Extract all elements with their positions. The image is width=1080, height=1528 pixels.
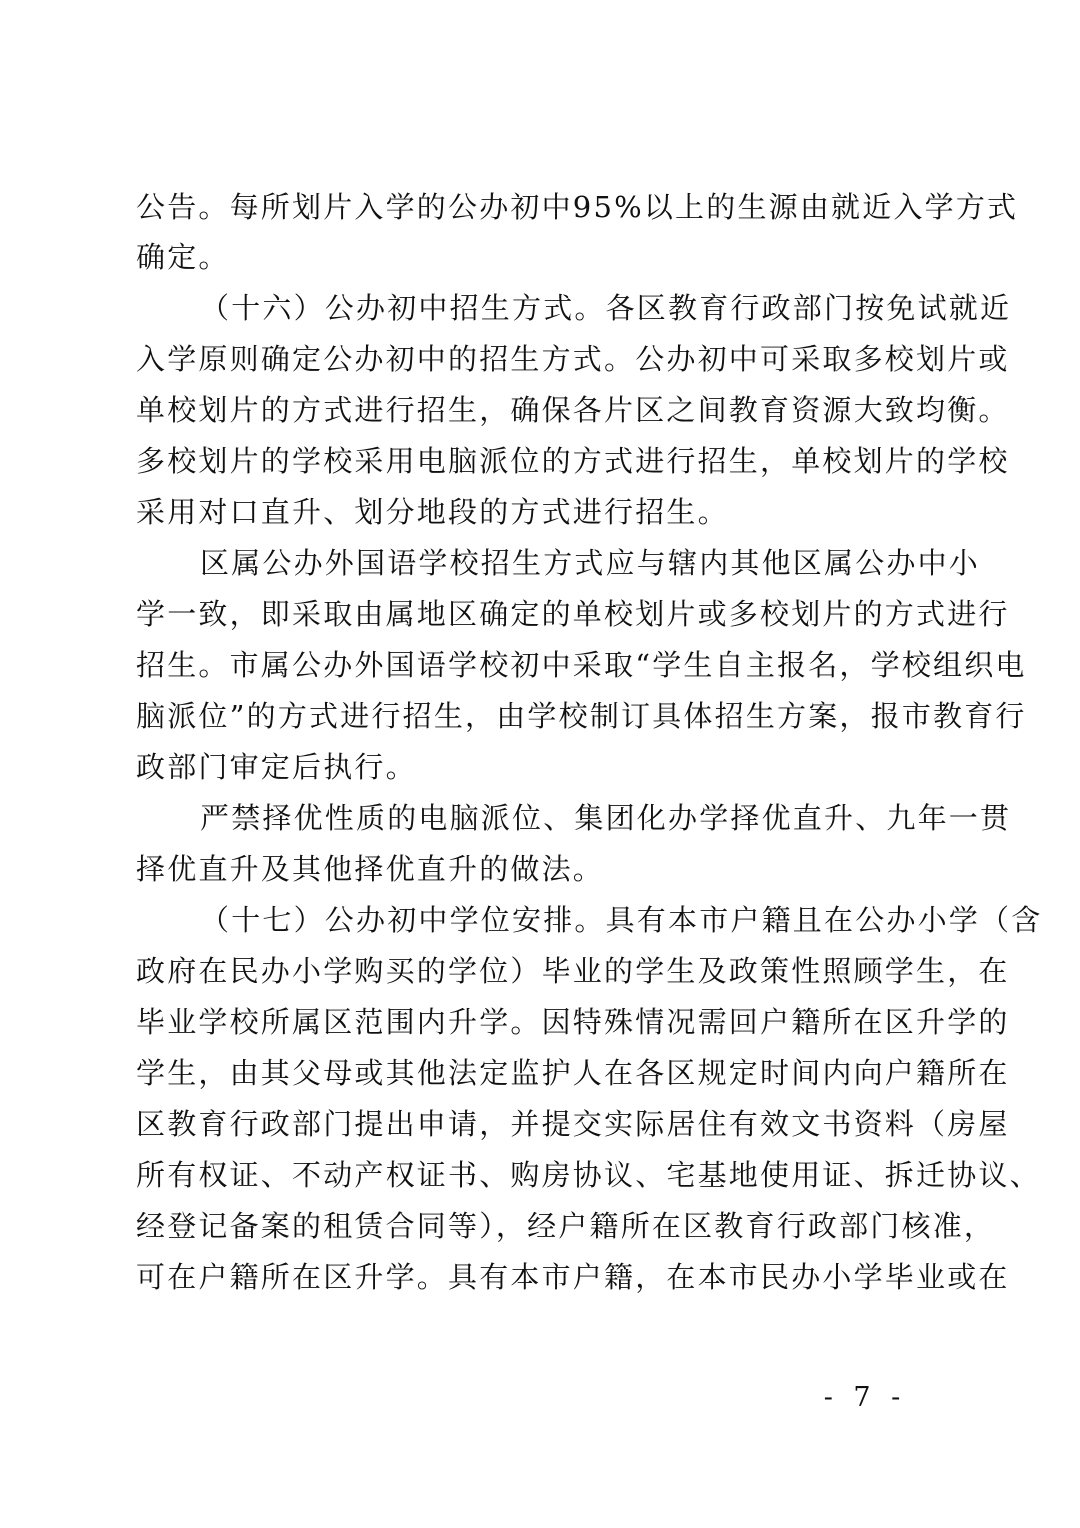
paragraph-line-6: 多校划片的学校采用电脑派位的方式进行招生，单校划片的学校: [136, 444, 1010, 478]
paragraph-line-2: 确定。: [136, 240, 230, 274]
paragraph-line-4: 入学原则确定公办初中的招生方式。公办初中可采取多校划片或: [136, 342, 1010, 376]
paragraph-line-5: 单校划片的方式进行招生，确保各片区之间教育资源大致均衡。: [136, 393, 1010, 427]
paragraph-line-20: 所有权证、不动产权证书、购房协议、宅基地使用证、拆迁协议、: [136, 1158, 1041, 1192]
paragraph-line-11: 脑派位”的方式进行招生，由学校制订具体招生方案，报市教育行: [136, 699, 1027, 733]
paragraph-line-21: 经登记备案的租赁合同等），经户籍所在区教育行政部门核准，: [136, 1209, 996, 1243]
paragraph-line-10: 招生。市属公办外国语学校初中采取“学生自主报名，学校组织电: [136, 648, 1027, 682]
paragraph-line-17: 毕业学校所属区范围内升学。因特殊情况需回户籍所在区升学的: [136, 1005, 1010, 1039]
paragraph-line-8: 区属公办外国语学校招生方式应与辖内其他区属公办中小: [200, 546, 981, 580]
paragraph-line-13: 严禁择优性质的电脑派位、集团化办学择优直升、九年一贯: [200, 801, 1012, 835]
paragraph-line-22: 可在户籍所在区升学。具有本市户籍，在本市民办小学毕业或在: [136, 1260, 1010, 1294]
paragraph-line-16: 政府在民办小学购买的学位）毕业的学生及政策性照顾学生，在: [136, 954, 1010, 988]
paragraph-line-1: 公告。每所划片入学的公办初中95%以上的生源由就近入学方式: [136, 190, 1019, 224]
paragraph-line-18: 学生，由其父母或其他法定监护人在各区规定时间内向户籍所在: [136, 1056, 1010, 1090]
paragraph-line-19: 区教育行政部门提出申请，并提交实际居住有效文书资料（房屋: [136, 1107, 1010, 1141]
paragraph-line-15: （十七）公办初中学位安排。具有本市户籍且在公办小学（含: [200, 903, 1043, 937]
page-number: - 7 -: [823, 1382, 907, 1413]
paragraph-line-9: 学一致，即采取由属地区确定的单校划片或多校划片的方式进行: [136, 597, 1010, 631]
paragraph-line-3: （十六）公办初中招生方式。各区教育行政部门按免试就近: [200, 291, 1012, 325]
paragraph-line-14: 择优直升及其他择优直升的做法。: [136, 852, 605, 886]
paragraph-line-7: 采用对口直升、划分地段的方式进行招生。: [136, 495, 729, 529]
paragraph-line-12: 政部门审定后执行。: [136, 750, 417, 784]
